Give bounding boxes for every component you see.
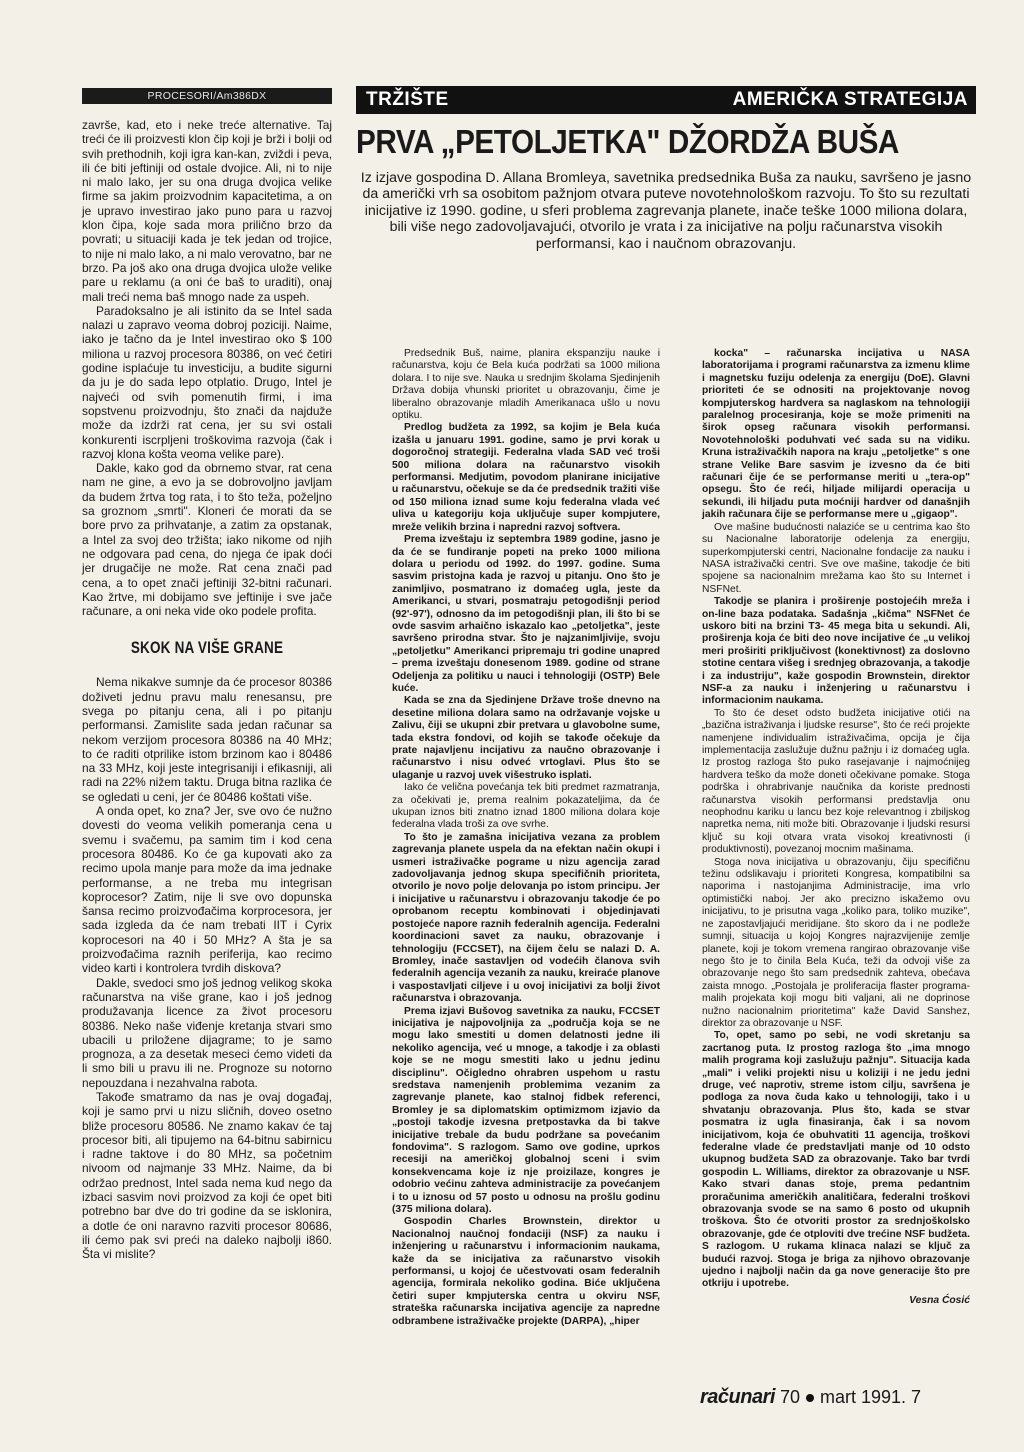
left-article-text	[82, 118, 332, 1262]
left-paragraph: završe, kad, eto i neke treće alternative. Taj treći će ili proizvesti klon čip koji je brži i bolji od svih prethodnih, koji igra kan-kan, zviždi i peva, ili će biti jeftiniji od ostale dvojice. Ali, ni to nije ni malo lako, jer su ona druga dvojica velike firme sa jakim proizvodnim kapacitetima, a on je upravo investirao jako puno para u razvoj klon čipa, koje sada mora prilično brzo da povrati; u situaciji kada je tek jedan od trojice, to nije ni malo lako, a ni malo verovatno, bar ne brzo. Pa još ako ona druga dvojica ulože velike pare u reklamu (a oni će baš to uraditi), onaj mali treći nema baš mnogo nade za uspeh.	[82, 118, 332, 304]
article-column-1	[392, 348, 660, 1328]
issue-number: 70	[779, 1387, 800, 1407]
article-paragraph: Prema izjavi Bušovog savetnika za nauku, FCCSET inicijativa je najpovoljnija za „područja koja se ne mogu lako smestiti u domen delatnosti jedne ili nekoliko agencija, već u mnoge, a takodje i za oblasti koje se ne mogu smestiti lako u jednu jedinu disciplinu". Očigledno ohrabren uspehom u rastu sredstava namenjenih problemima vezanim za zagrevanje planete, kao stalnoj fidbek referenci, Bromley je sa diplomatskim optimizmom izjavio da „postoji takodje izvesna pretpostavka da bi takve inicijative trebale da budu podržane sa povećanim fondovima". S razlogom. Samo ove godine, uprkos recesiji na američkoj globalnoj sceni i svim konsekvencama koje iz nje proizilaze, kongres je odobrio većinu zahteva administracije za povećanjem i to u iznosu od 57 posto u odnosu na prošlu godinu (375 miliona dolara).	[392, 1005, 660, 1216]
section-label-procesori: PROCESORI/Am386DX	[82, 88, 332, 104]
article-paragraph: Stoga nova inicijativa u obrazovanju, čiju specifičnu težinu odslikavaju i prioriteti Kongresa, kompatibilni sa naporima i nastojanjima Administracije, ima vrlo optimistički naboj. Jer ako precizno iskažemo ovu inicijativu, to je prisutna vaga „koliko para, toliko muzike", ne zapostavljajući meridijane. što skoro da i ne podleže sumnji, situacija u kojoj Kongres najrazvijenije zemlje planete, koji je tokom vremena rangirao obrazovanje više nego što je to činila Bela Kuća, teži da odvoji više za obrazovanje nego što sam predsednik zahteva, obećava zaista mnogo. „Postojala je proliferacija flaster programa- malih projekata koji mogu biti valjani, ali ne doprinose nužno nacionalnim prioritetima" kaže David Sanshez, direktor za obrazovanje u NSF.	[702, 856, 970, 1029]
left-paragraph: Nema nikakve sumnje da će procesor 80386 doživeti jednu pravu malu renesansu, pre svega po pitanju cena, ali i po pitanju performansi. Zamislite sada jedan računar sa nekom verzijom procesora 80386 na 40 MHz; to će raditi otprilike istom brzinom kao i 80486 na 33 MHz, koji jeste integrisaniji i efikasniji, ali radi na 22% nižem taktu. Druga bitna razlika će se ogledati u ceni, jer će 80486 koštati više.	[82, 675, 332, 804]
page-footer	[700, 1384, 990, 1410]
article-paragraph: Ove mašine budućnosti nalaziće se u centrima kao što su Nacionalne laboratorije odelenja za energiju, superkompjuterski centri, Nacionalne fondacije za nauku i NASA istraživački centri. Sve ove mašine, takodje će biti spojene sa nacionalnim mrežama kao što su Internet i NSFNet.	[702, 521, 970, 595]
bullet-icon	[806, 1394, 814, 1402]
right-article	[356, 86, 976, 1327]
article-paragraph: kocka" – računarska incijativa u NASA laboratorijama i programi računarstva za izmenu klime i magnetsku fuziju odelenja za energiju (DoE). Glavni prioriteti će se odnositi na projektovanje novog kompjuterskog hardvera sa naglaskom na tehnologiji paralelnog procesiranja, koje se može primeniti na širok opseg računara visokih performansi. Novotehnološki poduhvati već sada su na vidiku. Kruna istraživačkih napora na kraju „petoljetke" s one strane Velike Bare sasvim je izvesno da će biti računari čije će se performanse meriti u „tera-op" opsegu. Što će reći, hiljade milijardi operacija u sekundi, ili hiljadu puta moćniji hardver od današnjih jakih računara čije se performanse mere u „gigaop".	[702, 348, 970, 521]
section-label-trziste: TRŽIŠTE	[366, 89, 449, 110]
issue-date-page: mart 1991. 7	[819, 1387, 922, 1407]
article-paragraph: Predlog budžeta za 1992, sa kojim je Bela kuća izašla u januaru 1991. godine, samo je prvi korak u dogoročnoj strategiji. Federalna vlada SAD već troši 500 miliona dolara na računarstvo visokih performansi. Medjutim, povodom planirane inicijative u računarstvu, očekuje se da će predsednik tražiti više od 150 miliona iznad sume koju federalna vlada već uliva u kategoriju koja uključuje super kompjutere, mreže velikih brzina i napredni razvoj softvera.	[392, 422, 660, 533]
left-paragraph: Takođe smatramo da nas je ovaj događaj, koji je samo prvi u nizu sličnih, doveo osetno bliže procesoru 80586. Ne znamo kakav će taj procesor biti, ali tipujemo na 64-bitnu sabirnicu i radne taktove i do 80 MHz, sa početnim nivoom od najmanje 33 MHz. Naime, da bi održao prednost, Intel sada nema kud nego da izbaci sasvim novi proizvod za koji će opet biti potrebno bar dve do tri godine da se isklonira, a dotle će oni naravno razviti procesor 80686, ili ćemo pak svi preći na daleko najbolji i860. Šta vi mislite?	[82, 1090, 332, 1262]
left-paragraph: Dakle, kako god da obrnemo stvar, rat cena nam ne gine, a evo ja se dobrovoljno javljam da budem žrtva tog rata, i to što teža, poželjno sa groznom „smrti". Kloneri će morati da se bore prvo za prihvatanje, a zatim za opstanak, a Intel za svoj deo tržišta; iako nikome od njih ne odgovara pad cena, do njega će ipak doći jer drugačije ne može. Rat cena znači pad cena, a to opet znači jeftiniji 32-bitni računari. Kao žrtve, mi dobijamo sve jeftinije i sve jače računare, a oni neka vide oko podele profita.	[82, 461, 332, 619]
article-paragraph: Kada se zna da Sjedinjene Države troše dnevno na desetine miliona dolara samo na održavanje vojske u Zalivu, čiji se ukupni zbir pretvara u glavobolne sume, tada ekstra fondovi, od kojih se takođe očekuje da prate najavljenu incijativu za naučno obrazovanje i računarstvo i nisu odveć vrtoglavi. Plus što se ulaganje u razvoj uvek višestruko isplati.	[392, 695, 660, 781]
article-paragraph: Iako će velična povećanja tek biti predmet razmatranja, za očekivati je, prema realnim pokazateljima, da će ukupan iznos biti znatno iznad 1800 miliona dolara koje federalna vlada troši za ove svrhe.	[392, 782, 660, 831]
article-paragraph: To, opet, samo po sebi, ne vodi skretanju sa zacrtanog puta. Iz prostog razloga što „ima mnogo malih programa koji zaslužuju pažnju". Situacija kada „mali" i veliki projekti nisu u koliziji i ne jedu jedni druge, već naprotiv, streme istom cilju, savršena je podloga za nova čuda kako u tehnologiji, tako i u shvatanju obrazovanja. Plus što, kada se stvar posmatra iz ugla finasiranja, čak i sa novom inicijativom, koja će obuhvatiti 11 agencija, troškovi federalne vlade će predstavljati manje od 10 odsto ukupnog budžeta SAD za obrazovanje. Tako bar tvrdi gospodin L. Williams, direktor za obrazovanje u NSF. Kako stvari danas stoje, prema pedantnim proračunima američkih analitičara, federalni troškovi obrazovanja svode se na samo 6 posto od ukupnih troškova. Što će otvoriti prostor za srednjoškolsko obrazovanje, gde će otploviti dve trećine NSF budžeta. S razlogom. U rukama klinaca nalazi se ključ za budući razvoj. Stoga je briga za njihovo obrazovanje ujedno i najbolji način da ga nove generacije što pre otkriju i upotrebe.	[702, 1030, 970, 1290]
left-paragraph: Paradoksalno je ali istinito da se Intel sada nalazi u zapravo veoma dobroj poziciji. Naime, iako je tačno da je Intel investirao oko $ 100 miliona u razvoj procesora 80386, on već četiri godine isplaćuje tu investiciju, a budite sigurni da ju je do sada lepo otplatio. Drugo, Intel je najveći od svih pomenutih firmi, i ima sopstvenu proizvodnju, što znači da najduže može da izdrži rat cena, jer su svi ostali konkurenti iscrpljeni troškovima razvoja (čak i razvoj klona košta veoma velike pare).	[82, 303, 332, 461]
article-paragraph: To što je zamašna inicijativa vezana za problem zagrevanja planete uspela da na efektan način okupi i usmeri istraživačke pograme u nizu agencija zarad zadovoljavanja jednog skupa specifičnih prioriteta, otvorilo je novo polje delovanja po istom principu. Jer i inicijative u računarstvu i obrazovanju takodje će po oprobanom receptu kombinovati i objedinjavati postojeće napore raznih federalnih agencija. Federalni koordinacioni savet za nauku, obrazovanje i tehnologiju (FCCSET), na čijem čelu se nalazi D. A. Bromley, inače sastavljen od vodećih članova svih federalnih agencija vezanih za nauku, kreiraće planove i vaspostavljati ciljeve i u ovoj inicijativi za bolji život računarstva i obrazovanja.	[392, 831, 660, 1005]
article-paragraph: Predsednik Buš, naime, planira ekspanziju nauke i računarstva, koju će Bela kuća podržati sa 1000 miliona dolara. I to nije sve. Nauka u srednjim školama Sjedinjenih Država dobija vhunski prioritet u obrazovanju, čime je liberalno obrazovanje mladih Amerikanaca ušlo u novu optiku.	[392, 348, 660, 422]
section-label-americka-strategija: AMERIČKA STRATEGIJA	[732, 89, 968, 110]
article-paragraph: Takodje se planira i proširenje postojećih mreža i on-line baza podataka. Sadašnja „kičma" NSFNet će uskoro biti na brzini T3- 45 mega bita u sekundi. Ali, proširenja koja će biti deo nove incijative će „u velikoj meri proširiti priključivost (konektivnost) za doslovno stotine centara višeg i srednjeg obrazovanja, a takodje i za industriju", kaže gospodin Brownstein, direktor NSF-a za nauku i inženjering u računarstvu i informacionim naukama.	[702, 596, 970, 707]
article-paragraph: To što će deset odsto budžeta inicijative otići na „bazična istraživanja i ljudske resurse", što će reći projekte namenjene individualim istraživačima, opcija je čija implementacija zaslužuje dužnu pažnju i iz domaćeg ugla. Iz prostog razloga što puko rasejavanje i najmoćnijeg hardvera teško da može doneti očekivane pomake. Stoga podrška i ohrabrivanje naučnika da koriste prednosti računarstva visokih performansi predstavlja onu neophodnu kariku u lancu bez koje relevantnog i zbiljskog napretka nema, niti može biti. Obrazovanje i ljudski resursi ključ su koji otvara vrata visokoj kreativnosti (i produktivnosti), povezanoj mocnim mašinama.	[702, 707, 970, 856]
article-paragraph: Gospodin Charles Brownstein, direktor u Nacionalnoj naučnoj fondaciji (NSF) za nauku i inženjering u računarstvu i informacionim naukama, kaže da se inicijativa za računarstvo visokih performansi, u kojoj će učestvovati osam federalnih agencija, formirala nekoliko godina. Biće uključena četiri super kmpjuterska centra u okviru NSF, strateška računarska incijativa agencije za napredne odbrambene istraživačke projekte (DARPA), „hiper	[392, 1216, 660, 1327]
article-headline: PRVA „PETOLJETKA" DŽORDŽA BUŠA	[356, 123, 899, 160]
left-column	[82, 88, 332, 1262]
article-lead: Iz izjave gospodina D. Allana Bromleya, savetnika predsednika Buša za nauku, savršeno je jasno da američki vrh sa osobitom pažnjom otvara puteve novotehnološkom razvoju. To što su rezultati inicijative iz 1990. godine, u sferi problema zagrevanja planete, inače teške 1000 miliona dolara, bili više nego zadovoljavajući, otvorilo je vrata i za inicijative na polju računarstva visokih performansi, kao i naučnom obrazovanju.	[360, 170, 972, 252]
section-header-bar	[356, 86, 976, 114]
article-column-2	[702, 348, 970, 1307]
left-paragraph: A onda opet, ko zna? Jer, sve ovo će nužno dovesti do veoma velikih pomeranja cena u svemu i svačemu, pa samim tim i kod cena procesora 80486. Ko će ga kupovati ako za recimo upola manje para može da ima jednake performanse, a ne treba mu integrisan koprocesor? Zatim, nije li sve ovo dopunska šansa recimo proizvođačima korprocesora, jer sada izgleda da će nam trebati IIT i Cyrix koprocesori na 40 i 50 MHz? A šta je sa proizvođačima raznih periferija, kao recimo video karti i kontrolera tvrdih diskova?	[82, 804, 332, 976]
article-paragraph: Prema izveštaju iz septembra 1989 godine, jasno je da će se fundiranje popeti na preko 1000 miliona dolara u periodu od 1992. do 1997. godine. Suma sasvim pristojna kada je razvoj u pitanju. Ono što je zanimljivo, posmatrano iz domaćeg ugla, jeste da Amerikanci, u stvari, posmatraju petogodišnji period (92'-97'), odnosno da im petogodišnji plan, ili što bi se ovde sasvim arhaično iskazalo kao „petoljetka", jeste savršeno prirodna stvar. Što je najzanimljivije, svoju „petoljetku" Amerikanci pripremaju tri godine unapred – prema izveštaju donesenom 1989. godine od strane Odeljenja za politiku u nauci i tehnologiji (OSTP) Bele kuće.	[392, 534, 660, 694]
magazine-logo: računari	[700, 1386, 775, 1408]
left-paragraph: Dakle, svedoci smo još jednog velikog skoka računarstva na više grane, kao i još jednog produžavanja licence za život procesoru 80386. Neko naše viđenje kretanja stvari smo ubacili u priložene dijagrame; to je samo prognoza, a za desetak meseci ćemo videti da li smo bili u pravu ili ne. Prognoze su notorno nepouzdana i nezahvalna rabota.	[82, 975, 332, 1090]
author-signature: Vesna Ćosić	[909, 1294, 970, 1306]
subheading: SKOK NA VIŠE GRANE	[130, 638, 284, 657]
